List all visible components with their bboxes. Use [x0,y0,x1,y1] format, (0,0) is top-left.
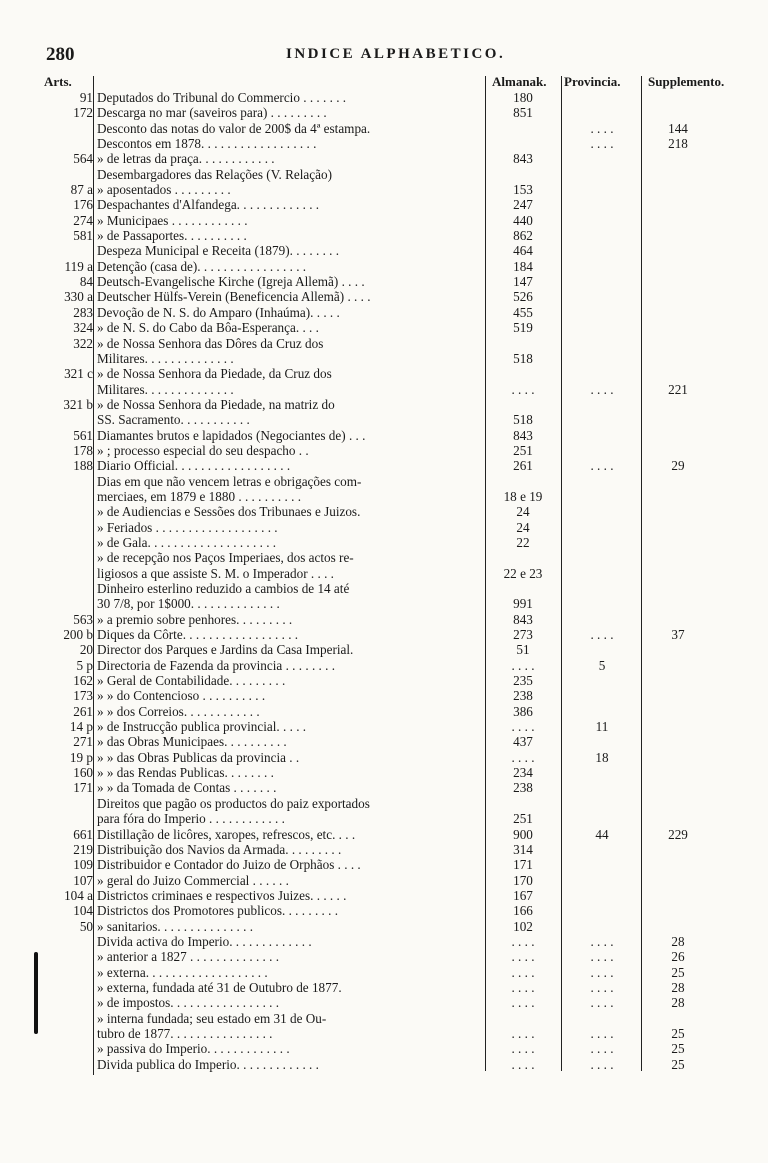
supplemento-page: 28 [671,979,685,995]
index-row [0,888,768,903]
art-number: 104 a [64,887,93,903]
provincia-page: . . . . [590,1041,614,1057]
index-row [0,796,768,811]
art-number: 171 [73,780,93,796]
index-row [0,320,768,335]
index-row [0,105,768,120]
almanak-page: 314 [513,841,533,857]
almanak-page: 234 [513,765,533,781]
art-number: 188 [73,458,93,474]
art-number: 50 [79,918,93,934]
provincia-page: . . . . [590,627,614,643]
entry-text: » » da Tomada de Contas . . . . . . . [97,780,277,796]
supplemento-page: 25 [671,1041,685,1057]
art-number: 162 [73,673,93,689]
entry-text: » sanitarios. . . . . . . . . . . . . . . [97,918,254,934]
entry-text: » » das Obras Publicas da provincia . . [97,749,300,765]
almanak-page: 843 [513,151,533,167]
almanak-page: 519 [513,320,533,336]
page-number: 280 [46,44,75,65]
index-row [0,336,768,351]
entry-text: » das Obras Municipaes. . . . . . . . . . [97,734,287,750]
index-row [0,305,768,320]
almanak-page: . . . . [511,964,535,980]
almanak-page: 22 [516,534,530,550]
entry-text: » aposentados . . . . . . . . . [97,182,231,198]
supplemento-page: 28 [671,933,685,949]
index-row [0,243,768,258]
entry-text: para fóra do Imperio . . . . . . . . . . . . [97,811,285,827]
index-row [0,980,768,995]
art-number: 160 [73,765,93,781]
entry-text: » interna fundada; seu estado em 31 de Ou- [97,1010,327,1026]
almanak-page: 900 [513,826,533,842]
art-number: 87 a [70,182,93,198]
almanak-page: . . . . [511,657,535,673]
entry-text: tubro de 1877. . . . . . . . . . . . . . . . [97,1025,273,1041]
art-number: 283 [73,304,93,320]
almanak-page: 238 [513,688,533,704]
entry-text: » » das Rendas Publicas. . . . . . . . [97,765,274,781]
index-row [0,965,768,980]
supplemento-page: 218 [668,136,688,152]
provincia-page: 44 [595,826,609,842]
index-row [0,566,768,581]
almanak-page: 238 [513,780,533,796]
almanak-page: 24 [516,519,530,535]
almanak-page: 153 [513,182,533,198]
entry-text: Descarga no mar (saveiros para) . . . . . . . . . [97,105,327,121]
supplemento-page: 25 [671,1025,685,1041]
column-header-supplemento: Supplemento. [648,74,725,89]
entry-text: Divida publica do Imperio. . . . . . . . . . . . . [97,1056,319,1072]
almanak-page: 843 [513,611,533,627]
provincia-page: . . . . [590,979,614,995]
entry-text: » de Nossa Senhora das Dôres da Cruz dos [97,335,324,351]
entry-text: » externa, fundada até 31 de Outubro de 1877. [97,979,342,995]
entry-text: » externa. . . . . . . . . . . . . . . . . . . [97,964,268,980]
entry-text: ligiosos a que assiste S. M. o Imperador . . . . [97,565,334,581]
almanak-page: 251 [513,442,533,458]
art-number: 119 a [64,258,93,274]
index-row [0,719,768,734]
supplemento-page: 25 [671,1056,685,1072]
almanak-page: 24 [516,504,530,520]
index-row [0,259,768,274]
index-row [0,934,768,949]
entry-text: » de Nossa Senhora da Piedade, da Cruz dos [97,366,332,382]
supplemento-page: 29 [671,458,685,474]
index-row [0,382,768,397]
entry-text: » ; processo especial do seu despacho . . [97,442,309,458]
almanak-page: . . . . [511,1056,535,1072]
entry-text: Dias em que não vencem letras e obrigações com- [97,473,362,489]
provincia-page: . . . . [590,120,614,136]
entry-text: Diario Official. . . . . . . . . . . . . . . . . . [97,458,291,474]
entry-text: Divida activa do Imperio. . . . . . . . . . . . . [97,933,312,949]
almanak-page: 437 [513,734,533,750]
entry-text: Distribuidor e Contador do Juizo de Orphãos . . . . [97,857,361,873]
art-number: 321 c [64,366,93,382]
index-row [0,995,768,1010]
index-row [0,351,768,366]
almanak-page: 22 e 23 [503,565,543,581]
index-row [0,857,768,872]
art-number: 561 [73,427,93,443]
index-row [0,873,768,888]
almanak-page: 251 [513,811,533,827]
index-row [0,167,768,182]
almanak-page: . . . . [511,933,535,949]
index-row [0,780,768,795]
almanak-page: 526 [513,289,533,305]
entry-text: Desconto das notas do valor de 200$ da 4ª estampa. [97,120,371,136]
almanak-page: 843 [513,427,533,443]
column-header-almanak: Almanak. [492,74,547,89]
index-row [0,734,768,749]
index-row [0,581,768,596]
almanak-page: 455 [513,304,533,320]
supplemento-page: 37 [671,627,685,643]
provincia-page: 11 [595,719,609,735]
entry-text: » de Audiencias e Sessões dos Tribunaes e Juizos. [97,504,361,520]
index-row [0,765,768,780]
entry-text: Deutsch-Evangelische Kirche (Igreja Allemã) . . . . [97,274,365,290]
art-number: 109 [73,857,93,873]
index-row [0,919,768,934]
entry-text: Desembargadores das Relações (V. Relação) [97,166,332,182]
entry-text: Devoção de N. S. do Amparo (Inhaúma). . . . . [97,304,340,320]
index-row [0,596,768,611]
supplemento-page: 221 [668,381,688,397]
art-number: 200 b [63,627,93,643]
provincia-page: . . . . [590,964,614,980]
index-row [0,428,768,443]
provincia-page: . . . . [590,1025,614,1041]
provincia-page: . . . . [590,1056,614,1072]
provincia-page: . . . . [590,136,614,152]
index-row [0,274,768,289]
index-row [0,489,768,504]
almanak-page: 171 [513,857,533,873]
index-row [0,811,768,826]
almanak-page: 235 [513,673,533,689]
entry-text: Deutscher Hülfs-Verein (Beneficencia Allemã) . . . . [97,289,371,305]
entry-text: » de recepção nos Paços Imperiaes, dos actos re- [97,550,354,566]
art-number: 107 [73,872,93,888]
almanak-page: 862 [513,228,533,244]
column-header-arts: Arts. [44,74,72,89]
entry-text: » de impostos. . . . . . . . . . . . . . . . . [97,995,280,1011]
index-row [0,688,768,703]
almanak-page: . . . . [511,749,535,765]
entry-text: Militares. . . . . . . . . . . . . . [97,381,234,397]
index-row [0,1026,768,1041]
index-row [0,443,768,458]
almanak-page: . . . . [511,381,535,397]
running-title: INDICE ALPHABETICO. [286,46,506,62]
provincia-page: . . . . [590,458,614,474]
index-row [0,550,768,565]
provincia-page: . . . . [590,381,614,397]
art-number: 321 b [63,396,93,412]
entry-text: Districtos criminaes e respectivos Juizes. . . . . . [97,887,347,903]
provincia-page: . . . . [590,949,614,965]
almanak-page: 102 [513,918,533,934]
entry-text: Distribuição dos Navios da Armada. . . . . . . . . [97,841,342,857]
index-row [0,520,768,535]
index-row [0,182,768,197]
art-number: 661 [73,826,93,842]
margin-mark [34,952,38,1034]
almanak-page: 518 [513,412,533,428]
almanak-page: . . . . [511,1025,535,1041]
index-row [0,366,768,381]
index-row [0,228,768,243]
index-table [0,90,768,1072]
art-number: 322 [73,335,93,351]
entry-text: Diamantes brutos e lapidados (Negociantes de) . . . [97,427,366,443]
almanak-page: 184 [513,258,533,274]
almanak-page: 167 [513,887,533,903]
art-number: 5 p [76,657,93,673]
entry-text: Detenção (casa de). . . . . . . . . . . . . . . . . [97,258,307,274]
entry-text: » de Nossa Senhora da Piedade, na matriz do [97,396,335,412]
art-number: 14 p [69,719,93,735]
almanak-page: 386 [513,703,533,719]
entry-text: Diques da Côrte. . . . . . . . . . . . . . . . . . [97,627,299,643]
almanak-page: 51 [516,642,530,658]
art-number: 564 [73,151,93,167]
entry-text: » Feriados . . . . . . . . . . . . . . . . . . . [97,519,278,535]
almanak-page: 166 [513,903,533,919]
entry-text: » de letras da praça. . . . . . . . . . . . [97,151,275,167]
supplemento-page: 144 [668,120,688,136]
entry-text: Distillação de licôres, xaropes, refrescos, etc. . . . [97,826,356,842]
entry-text: Director dos Parques e Jardins da Casa Imperial. [97,642,354,658]
entry-text: Direitos que pagão os productos do paiz exportados [97,795,370,811]
almanak-page: 18 e 19 [503,488,543,504]
art-number: 172 [73,105,93,121]
entry-text: Dinheiro esterlino reduzido a cambios de 14 até [97,581,350,596]
almanak-page: 180 [513,90,533,105]
art-number: 330 a [64,289,93,305]
almanak-page: . . . . [511,949,535,965]
entry-text: » de Instrucção publica provincial. . . . . [97,719,307,735]
entry-text: » passiva do Imperio. . . . . . . . . . . . . [97,1041,290,1057]
supplemento-page: 26 [671,949,685,965]
index-row [0,213,768,228]
index-row [0,842,768,857]
art-number: 20 [79,642,93,658]
entry-text: » a premio sobre penhores. . . . . . . . . [97,611,293,627]
almanak-page: 464 [513,243,533,259]
index-row [0,197,768,212]
index-row [0,1057,768,1072]
index-row [0,750,768,765]
entry-text: Descontos em 1878. . . . . . . . . . . . . . . . . . [97,136,317,152]
entry-text: » geral do Juizo Commercial . . . . . . [97,872,289,888]
supplemento-page: 25 [671,964,685,980]
index-row [0,903,768,918]
index-row [0,504,768,519]
index-row [0,289,768,304]
index-row [0,136,768,151]
index-row [0,1011,768,1026]
art-number: 324 [73,320,93,336]
almanak-page: 851 [513,105,533,121]
entry-text: » de Passaportes. . . . . . . . . . [97,228,247,244]
index-row [0,627,768,642]
index-row [0,412,768,427]
entry-text: » » do Contencioso . . . . . . . . . . [97,688,266,704]
almanak-page: . . . . [511,995,535,1011]
index-row [0,642,768,657]
index-row [0,535,768,550]
almanak-page: 247 [513,197,533,213]
provincia-page: 5 [598,657,606,673]
index-row [0,704,768,719]
almanak-page: . . . . [511,979,535,995]
entry-text: Directoria de Fazenda da provincia . . . . . . . . [97,657,336,673]
index-row [0,612,768,627]
art-number: 219 [73,841,93,857]
almanak-page: 261 [513,458,533,474]
entry-text: merciaes, em 1879 e 1880 . . . . . . . . . . [97,488,301,504]
column-header-provincia: Provincia. [564,74,621,89]
entry-text: » Municipaes . . . . . . . . . . . . [97,212,248,228]
provincia-page: . . . . [590,995,614,1011]
almanak-page: . . . . [511,719,535,735]
almanak-page: . . . . [511,1041,535,1057]
index-row [0,827,768,842]
entry-text: Militares. . . . . . . . . . . . . . [97,350,234,366]
index-row [0,658,768,673]
art-number: 178 [73,442,93,458]
index-row [0,90,768,105]
entry-text: Despeza Municipal e Receita (1879). . . . . . . . [97,243,340,259]
art-number: 104 [73,903,93,919]
index-row [0,1041,768,1056]
supplemento-page: 28 [671,995,685,1011]
entry-text: » anterior a 1827 . . . . . . . . . . . . . . [97,949,280,965]
entry-text: 30 7/8, por 1$000. . . . . . . . . . . . . . [97,596,280,612]
art-number: 84 [79,274,93,290]
index-row [0,474,768,489]
entry-text: Districtos dos Promotores publicos. . . . . . . . . [97,903,339,919]
index-row [0,121,768,136]
art-number: 271 [73,734,93,750]
art-number: 176 [73,197,93,213]
provincia-page: . . . . [590,933,614,949]
entry-text: » » dos Correios. . . . . . . . . . . . [97,703,260,719]
entry-text: SS. Sacramento. . . . . . . . . . . [97,412,250,428]
art-number: 19 p [69,749,93,765]
almanak-page: 518 [513,350,533,366]
art-number: 91 [79,90,93,105]
almanak-page: 440 [513,212,533,228]
entry-text: » Geral de Contabilidade. . . . . . . . . [97,673,286,689]
index-row [0,673,768,688]
art-number: 563 [73,611,93,627]
art-number: 173 [73,688,93,704]
almanak-page: 170 [513,872,533,888]
almanak-page: 147 [513,274,533,290]
entry-text: » de N. S. do Cabo da Bôa-Esperança. . . . [97,320,319,336]
index-row [0,397,768,412]
supplemento-page: 229 [668,826,688,842]
entry-text: » de Gala. . . . . . . . . . . . . . . . . . . . [97,534,277,550]
index-row [0,458,768,473]
index-row [0,949,768,964]
index-row [0,151,768,166]
entry-text: Deputados do Tribunal do Commercio . . . . . . . [97,90,347,105]
art-number: 581 [73,228,93,244]
art-number: 274 [73,212,93,228]
almanak-page: 273 [513,627,533,643]
provincia-page: 18 [595,749,609,765]
art-number: 261 [73,703,93,719]
entry-text: Despachantes d'Alfandega. . . . . . . . . . . . . [97,197,320,213]
almanak-page: 991 [513,596,533,612]
